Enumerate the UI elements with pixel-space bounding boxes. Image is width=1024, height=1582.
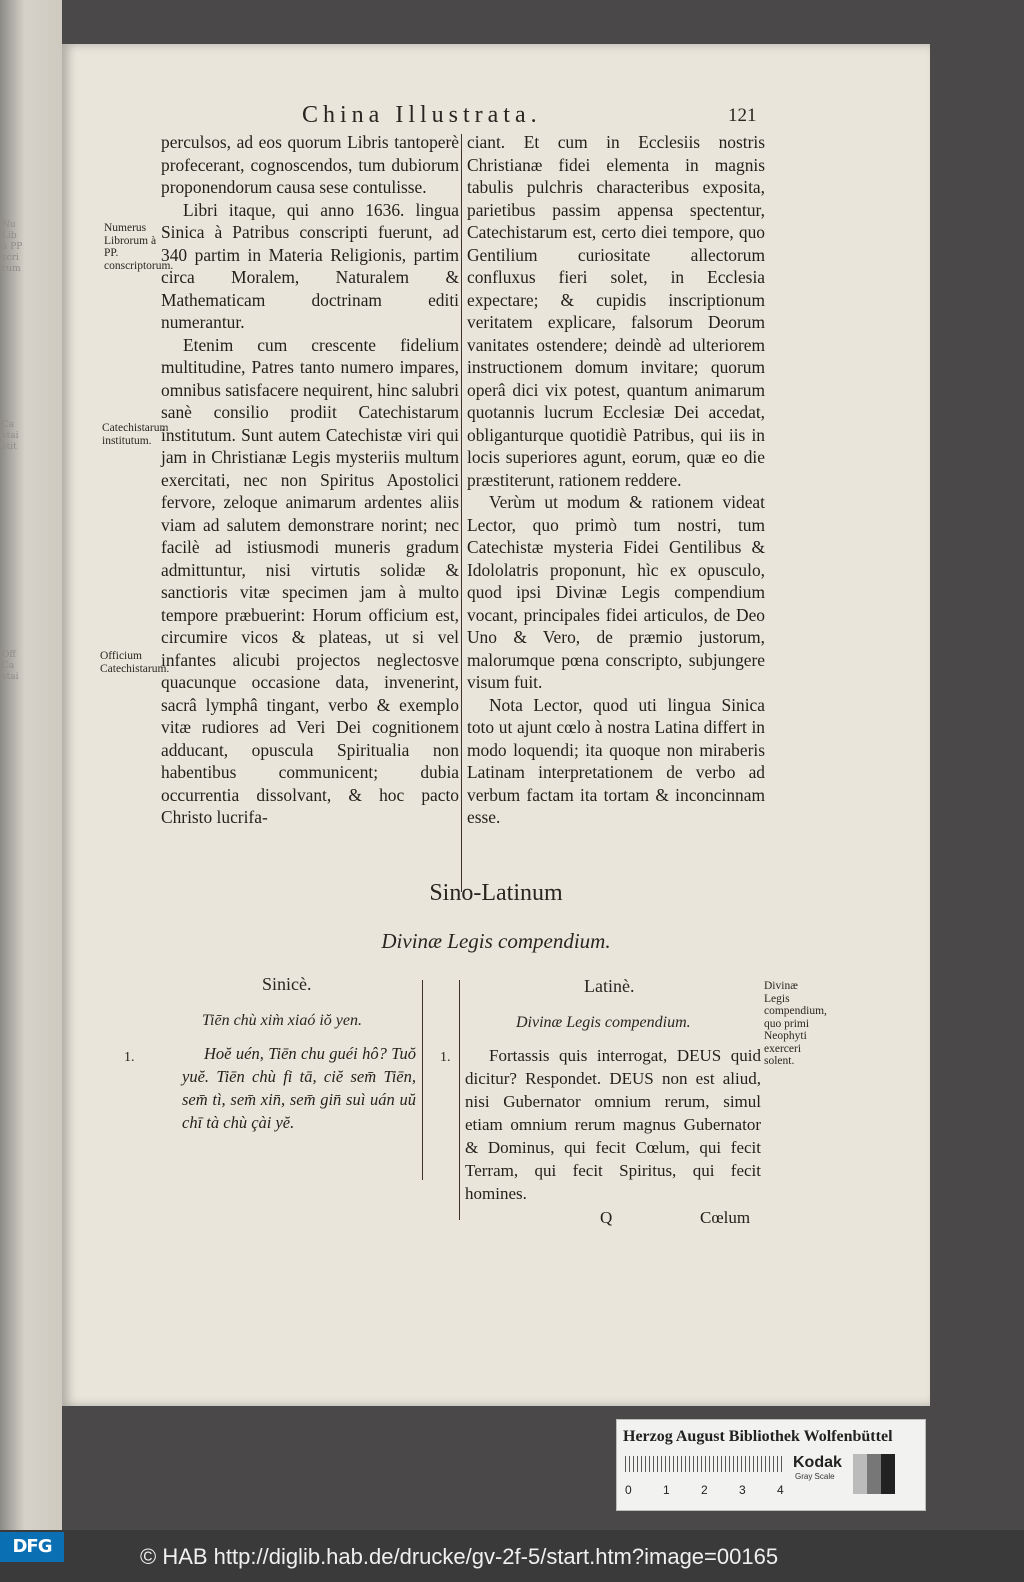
bleed-through-text: Off Ca stai [2,650,19,682]
gray-scale-label: Gray Scale [795,1472,835,1481]
dfg-logo[interactable]: DFG [0,1532,64,1562]
margin-note-divinae: Divinæ Legis compendium, quo primi Neophyti exerceri solent. [764,980,827,1067]
latine-passage: Fortassis quis interrogat, DEUS quid dicitur? Respondet. DEUS non est aliud, nisi Gubernator omnium rerum, simul etiam omnium rerum magnus Gubernator & Dominus, qui fecit Cœlum, qui fecit Terram, qui fecit Spiritus, qui fecit homines. [465,1046,761,1203]
sinice-passage: Hoĕ uén, Tiēn chu guéi hô? Tuŏ yuĕ. Tiēn chù fi tā, ciĕ sem̄ Tiēn, sem̄ tì, sem̄ xin̄, sem̄ gin̄ suì uán uŭ chī tà chù çài yĕ. [182,1044,416,1132]
ruler-number: 1 [663,1483,670,1497]
gray-swatch [881,1454,895,1494]
paragraph: Nota Lector, quod uti lingua Sinica toto ut ajunt cœlo à nostra Latina differt in modo loquendi; ita quoque non miraberis Latinam interpretationem de verbo ad verbum factam ita tortam & inconcinnam esse. [467,694,765,827]
gray-swatch [853,1454,867,1494]
ruler-number: 0 [625,1483,632,1497]
catchword: Cœlum [700,1208,751,1227]
kodak-logo: Kodak [793,1454,842,1471]
ruler-number: 4 [777,1483,784,1497]
left-text-column [161,131,459,829]
paragraph: Libri itaque, qui anno 1636. lingua Sinica à Patribus conscripti fuerunt, ad 340 partim in Materia Religionis, partim circa Moralem, Naturalem & Mathematicam doctrinam editi numerantur. [161,199,459,332]
copyright-link[interactable]: © HAB http://diglib.hab.de/drucke/gv-2f-5/start.htm?image=00165 [140,1544,779,1569]
ruler-number: 2 [701,1483,708,1497]
page-header [62,102,930,132]
previous-page-edge [0,0,62,1530]
ruler-number: 3 [739,1483,746,1497]
paragraph: Etenim cum crescente fidelium multitudine, Patres tanto numero impares, omnibus satisfacere nequirent, hinc salubri sanè consilio prodiit Catechistarum institutum. Sunt autem Catechistæ viri qui jam in Christianæ Legis mysteriis multum exercitati, nec non Spiritus Apostolici fervore, zeloque animarum ardentes aliis viam ad salutem demonstrare norint; nec facilè ad istiusmodi muneris gradum admittuntur, nisi virtutis solidæ & sanctioris vitæ specimen jam à multo tempore præbuerint: Horum officium est, circumire vicos & plateas, ut si vel infantes alicubi projectos neglectosve quacunque occasione data, invenerint, sacrâ lymphâ tingant, verbo & exemplo vitæ rudiores ad Veri Dei cognitionem adducant, opuscula Spiritualia non habentibus communicent; dubia occurrentia dissolvant, & hoc pacto Christo lucrifa- [161,334,459,827]
sinice-column-header: Sinicè. [262,974,312,994]
latine-subtitle: Divinæ Legis compendium. [516,1014,691,1031]
margin-note-catechistarum: Catechistarum institutum. [102,422,169,447]
library-color-card [616,1419,926,1511]
paragraph: ciant. Et cum in Ecclesiis nostris Christianæ fidei elementa in magnis tabulis pulchris characteribus exposita, parietibus passim appensa spectentur, Catechistarum est, certo diei tempore, quo Gentilium curiositate allectorum confluxus fieri solet, in Ecclesia expectare; & cupidis inscriptionum veritatem explicare, falsorum Deorum vanitates ostendere; deindè ad ulteriorem instructionem domum invitare; quorum operâ dici vix potest, quantum animarum quotannis lucrum Ecclesiæ Dei accedat, obliganturque quotidiè Patribus, qui iis in locis superiores agunt, eorum, quæ eo die præstiterunt, rationem reddere. [467,132,765,490]
table-divider [422,980,423,1180]
bleed-through-text: Nu Lib à PP scri rum [2,220,23,274]
row-number: 1. [124,1050,135,1065]
book-page [62,44,930,1406]
measurement-ruler [625,1456,785,1497]
bleed-through-text: Ca stai stit [2,420,19,452]
paragraph: Verùm ut modum & rationem videat Lector, quo primò tum nostri, tum Catechistæ mysteria Fidei Gentilibus & Idololatris proponunt, hìc ex opusculo, quod ipsi Divinæ Legis compendium vocant, principales fidei articulos, de Deo Uno & Vero, de præmio justorum, malorumque pœna conscripto, subjungere visum fuit. [467,492,765,692]
right-text-column [467,131,765,829]
library-name: Herzog August Bibliothek Wolfenbüttel [623,1428,893,1445]
running-title: China Illustrata. [302,102,542,128]
latine-column-header: Latinè. [584,976,635,996]
page-number: 121 [728,105,757,126]
table-divider [459,980,460,1220]
signature-mark: Q [600,1208,613,1227]
row-number: 1. [440,1050,451,1065]
sinice-subtitle: Tiēn chù xim̀ xiaó iŏ yen. [202,1012,362,1029]
paragraph: perculsos, ad eos quorum Libris tantoperè profecerant, cognoscendos, tum dubiorum proponendorum causa sese contulisse. [161,132,459,197]
section-title: Sino-Latinum [429,880,563,906]
margin-note-numerus: Numerus Librorum à PP. conscriptorum. [104,222,174,272]
section-subtitle: Divinæ Legis compendium. [381,929,611,953]
ruler-ticks [625,1456,785,1472]
column-divider [461,134,462,892]
gray-swatch [867,1454,881,1494]
margin-note-officium: Officium Catechistarum. [100,650,170,675]
